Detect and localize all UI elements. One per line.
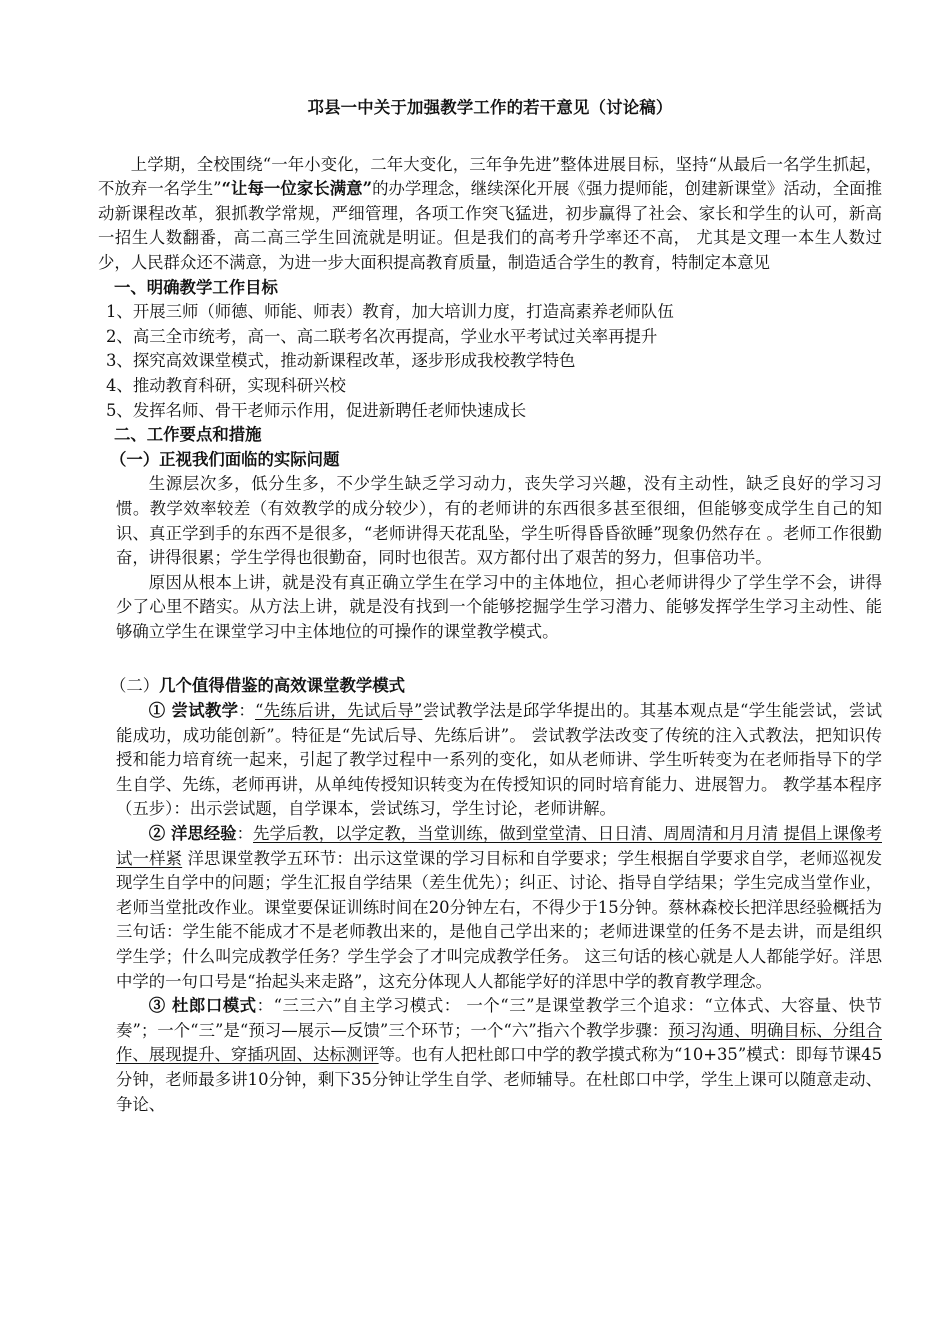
section2-heading: 二、工作要点和措施 (114, 425, 262, 445)
model-yangsi: ② 洋思经验：先学后教，以学定教，当堂训练，做到堂堂清、日日清、周周清和月月清 提倡上课像考试一样紧 洋思课堂教学五环节：出示这堂课的学习目标和自学要求；学生根据自学要求自学，老师巡视发现学生自学中的问题；学生汇报自学结果（差生优先）；纠正、讨论、指导自学结果；学生完成当堂作业，老师当堂批改作业。课堂要保证训练时间在20分钟左右，不得少于15分钟。蔡林森校长把洋思经验概括为三句话：学生能不能成才不是老师教出来的，是他自己学出来的；老师进课堂的任务不是去讲，而是组织学生学；什么叫完成教学任务？学生学会了才叫完成教学任务。 这三句话的核心就是人人都能学好。洋思中学的一句口号是“抬起头来走路”，这充分体现人人都能学好的洋思中学的教育教学理念。 (116, 824, 882, 991)
underlined-motto: 先学后教，以学定教，当堂训练，做到堂堂清、日日清、周周清和月月清 提倡上课像考试一样紧 (116, 824, 882, 868)
cause-paragraph: 原因从根本上讲，就是没有真正确立学生在学习中的主体地位，担心老师讲得少了学生学不会，讲得少了心里不踏实。从方法上讲，就是没有找到一个能够挖掘学生学习潜力、能够发挥学生学习主动性、能够确立学生在课堂学习中主体地位的可操作的课堂教学模式。 (116, 572, 882, 641)
subsection1-body (98, 472, 882, 644)
document-title: 邛县一中关于加强教学工作的若干意见（讨论稿） (307, 98, 673, 117)
intro-paragraph: 上学期，全校围绕“一年小变化，二年大变化，三年争先进”整体进展目标，坚持“从最后一名学生抓起，不放弃一名学生”“让每一位家长满意”的办学理念，继续深化开展《强力提师能，创建新课堂》活动，全面推动新课程改革，狠抓教学常规，严细管理，各项工作突飞猛进，初步赢得了社会、家长和学生的认可，新高一招生人数翻番，高二高三学生回流就是明证。但是我们的高考升学率还不高， 尤其是文理一本生人数过少，人民群众还不满意，为进一步大面积提高教育质量，制造适合学生的教育，特制定本意见 (98, 154, 882, 272)
model-label: ② 洋思经验 (148, 824, 237, 844)
subsection2-heading: （二）几个值得借鉴的高效课堂教学模式 (110, 676, 406, 696)
intro-bold-phrase: “让每一位家长满意” (221, 179, 373, 199)
goal-item: 5、发挥名师、骨干老师示作用，促进新聘任老师快速成长 (106, 400, 527, 420)
goal-item: 4、推动教育科研，实现科研兴校 (106, 375, 346, 395)
subsection1-heading: （一）正视我们面临的实际问题 (110, 449, 340, 469)
section1-heading: 一、明确教学工作目标 (114, 277, 278, 297)
problem-paragraph: 生源层次多，低分生多，不少学生缺乏学习动力，丧失学习兴趣，没有主动性，缺乏良好的学习习惯。教学效率较差（有效教学的成分较少），有的老师讲的东西很多甚至很细，但能够变成学生自己的知识、真正学到手的东西不是很多，“老师讲得天花乱坠，学生听得昏昏欲睡”现象仍然存在 。老师工作很勤奋，讲得很累；学生学得也很勤奋，同时也很苦。双方都付出了艰苦的努力，但事倍功半。 (116, 474, 882, 568)
spacer (98, 644, 882, 674)
model-trial-teaching: ① 尝试教学：“先练后讲，先试后导”尝试教学法是邱学华提出的。其基本观点是“学生能尝试，尝试能成功，成功能创新”。特征是“先试后导、先练后讲”。 尝试教学法改变了传统的注入式教法，把知识传授和能力培育统一起来，引起了教学过程中一系列的变化，如从老师讲、学生听转变为在老师指导下的学生自学、先练，老师再讲，从单纯传授知识转变为在传授知识的同时培育能力、进展智力。 教学基本程序（五步）：出示尝试题，自学课本，尝试练习，学生讨论，老师讲解。 (116, 701, 882, 819)
model-label: ③ 杜郎口模式 (148, 996, 257, 1016)
model-label: ① 尝试教学 (148, 701, 239, 721)
document-page (98, 96, 882, 1117)
underlined-steps: 预习沟通、明确目标、分组合作、展现提升、穿插巩固、达标测评 (116, 1020, 883, 1065)
model-dulangkou: ③ 杜郎口模式：“三三六”自主学习模式： 一个“三”是课堂教学三个追求：“立体式、大容量、快节奏”；一个“三”是“预习—展示—反馈”三个环节；一个“六”指六个教学步骤：预习沟通、明确目标、分组合作、展现提升、穿插巩固、达标测评等。也有人把杜郎口中学的教学摸式称为“10+35”模式：即每节课45分钟，老师最多讲10分钟，剩下35分钟让学生自学、老师辅导。在杜郎口中学，学生上课可以随意走动、争论、 (116, 996, 883, 1114)
subsection2-body (98, 699, 882, 1117)
goal-item: 2、高三全市统考，高一、高二联考名次再提高，学业水平考试过关率再提升 (106, 326, 658, 346)
underlined-motto: “先练后讲，先试后导” (255, 701, 423, 721)
goal-item: 3、探究高效课堂模式，推动新课程改革，逐步形成我校教学特色 (106, 351, 576, 371)
goal-item: 1、开展三师（师德、师能、师表）教育，加大培训力度，打造高素养老师队伍 (106, 302, 674, 322)
